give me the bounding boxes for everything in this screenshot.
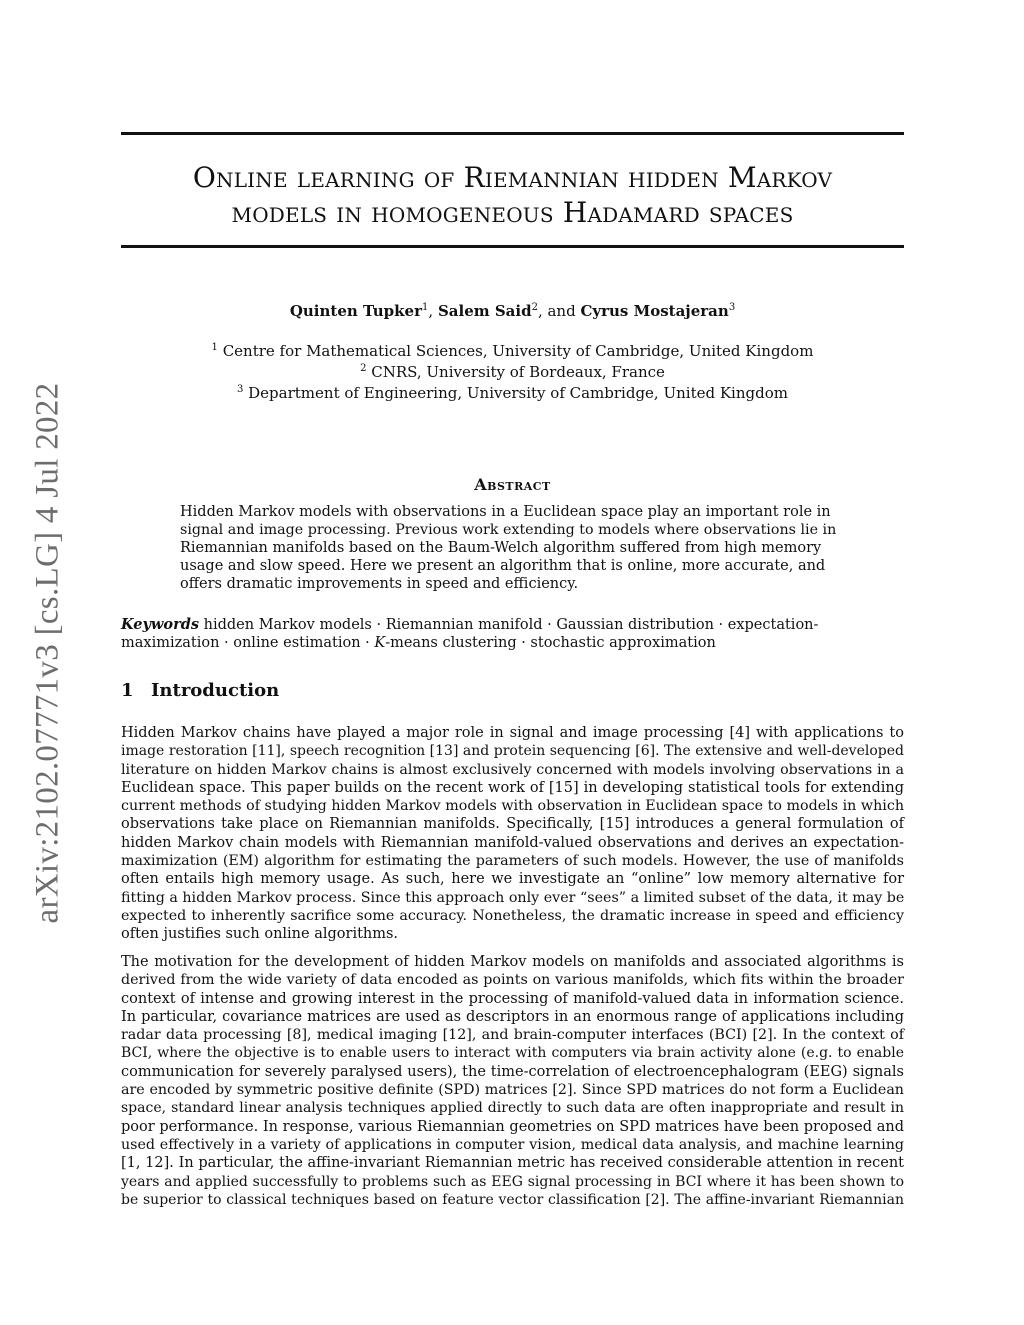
affiliation-text: Department of Engineering, University of Cambridge, United Kingdom bbox=[243, 384, 788, 402]
abstract-line: Riemannian manifolds based on the Baum-Welch algorithm suffered from high memory bbox=[180, 540, 822, 556]
affiliation bbox=[121, 383, 904, 404]
paragraph-line: often entails high memory usage. As such, here we investigate an “online” low memory alternative for bbox=[121, 871, 904, 888]
paragraph-line: years and applied successfully to problems such as EEG signal processing in BCI where it has been shown to bbox=[121, 1173, 904, 1190]
title-top-rule bbox=[121, 132, 904, 135]
abstract-line: usage and slow speed. Here we present an algorithm that is online, more accurate, and bbox=[180, 558, 826, 574]
title-line: models in homogeneous Hadamard spaces bbox=[231, 196, 794, 229]
keywords-text: -means clustering · stochastic approximation bbox=[385, 635, 716, 651]
affiliation bbox=[121, 341, 904, 362]
keywords-label: Keywords bbox=[121, 616, 200, 633]
paragraph-line: hidden Markov chain models with Riemannian manifold-valued observations and derives an expectation- bbox=[121, 834, 904, 851]
paragraph-line: Hidden Markov chains have played a major role in signal and image processing [4] with applications to bbox=[121, 725, 904, 741]
paragraph-line: BCI, where the objective is to enable users to interact with computers via brain activity alone (e.g. to enable bbox=[121, 1045, 904, 1062]
paragraph-line: In particular, covariance matrices are used as descriptors in an enormous range of applications including bbox=[121, 1008, 904, 1025]
keywords-line bbox=[121, 616, 904, 634]
paragraph-line: used effectively in a variety of applications in computer vision, medical data analysis, and machine learning bbox=[121, 1136, 904, 1153]
author-separator: , bbox=[428, 302, 438, 320]
section-number: 1 bbox=[121, 680, 134, 701]
affiliation-text: Centre for Mathematical Sciences, University of Cambridge, United Kingdom bbox=[217, 342, 814, 360]
abstract-line: signal and image processing. Previous work extending to models where observations lie in bbox=[180, 522, 837, 538]
abstract-body bbox=[180, 503, 844, 593]
paragraph-line: space, standard linear analysis techniques applied directly to such data are often inappropriate and result in bbox=[121, 1100, 904, 1117]
author-affil-mark: 3 bbox=[728, 302, 736, 313]
abstract-line: offers dramatic improvements in speed and efficiency. bbox=[180, 576, 579, 592]
abstract-heading: Abstract bbox=[474, 475, 551, 494]
keywords-block bbox=[121, 616, 904, 652]
title-line: Online learning of Riemannian hidden Markov bbox=[192, 161, 833, 194]
keywords-math-k: K bbox=[374, 635, 386, 651]
affiliation bbox=[121, 362, 904, 383]
title-bottom-rule bbox=[121, 245, 904, 248]
affiliations bbox=[121, 341, 904, 404]
affiliation-mark: 1 bbox=[211, 342, 218, 353]
author-list bbox=[121, 302, 904, 320]
abstract-line: Hidden Markov models with observations in a Euclidean space play an important role in bbox=[180, 504, 831, 520]
paragraph-line: The motivation for the development of hidden Markov models on manifolds and associated algorithms is bbox=[121, 954, 904, 970]
paragraph-line: often justifies such online algorithms. bbox=[121, 926, 399, 943]
arxiv-identifier-stamp: arXiv:2102.07771v3 [cs.LG] 4 Jul 2022 bbox=[29, 382, 66, 924]
paragraph-line: maximization (EM) algorithm for estimating the parameters of such models. However, the use of manifolds bbox=[121, 853, 904, 870]
paragraph-line: poor performance. In response, various Riemannian geometries on SPD matrices have been proposed and bbox=[121, 1118, 904, 1135]
paragraph-line: observations take place on Riemannian manifolds. Specifically, [15] introduces a general formulation of bbox=[121, 816, 904, 833]
affiliation-mark: 2 bbox=[360, 363, 367, 374]
affiliation-mark: 3 bbox=[237, 384, 244, 395]
author-name: Quinten Tupker bbox=[289, 302, 423, 320]
paragraph-line: derived from the wide variety of data encoded as points on various manifolds, which fits within the broader bbox=[121, 972, 904, 989]
paragraph-line: context of intense and growing interest in the processing of manifold-valued data in information science. bbox=[121, 990, 904, 1007]
author-affil-mark: 1 bbox=[422, 302, 429, 313]
section-title: Introduction bbox=[151, 680, 280, 701]
affiliation-text: CNRS, University of Bordeaux, France bbox=[366, 363, 665, 381]
paragraph-line: literature on hidden Markov chains is almost exclusively concerned with models involving observations in a bbox=[121, 761, 904, 778]
paragraph-line: expected to inherently sacrifice some accuracy. Nonetheless, the dramatic increase in speed and efficiency bbox=[121, 907, 904, 924]
paragraph-line: Euclidean space. This paper builds on the recent work of [15] in developing statistical tools for extending bbox=[121, 779, 904, 796]
author-separator: , and bbox=[537, 302, 581, 320]
paragraph-line: current methods of studying hidden Markov models with observation in Euclidean space to models in which bbox=[121, 798, 904, 815]
paragraph-line: radar data processing [8], medical imaging [12], and brain-computer interfaces (BCI) [2]. In the context of bbox=[121, 1027, 904, 1044]
paragraph-line: [1, 12]. In particular, the affine-invariant Riemannian metric has received considerable attention in recent bbox=[121, 1155, 904, 1172]
author-name: Salem Said bbox=[437, 302, 532, 320]
keywords-line bbox=[121, 634, 904, 652]
paragraph-line: be superior to classical techniques based on feature vector classification [2]. The affine-invariant Riemannian bbox=[121, 1191, 904, 1208]
paragraph-line: are encoded by symmetric positive definite (SPD) matrices [2]. Since SPD matrices do not form a Euclidean bbox=[121, 1082, 904, 1099]
author-name: Cyrus Mostajeran bbox=[580, 302, 729, 320]
paragraph-line: communication for severely paralysed users), the time-correlation of electroencephalogram (EEG) signals bbox=[121, 1063, 904, 1080]
keywords-text: maximization · online estimation · bbox=[121, 635, 375, 651]
author-affil-mark: 2 bbox=[531, 302, 538, 313]
paragraph-line: fitting a hidden Markov process. Since this approach only ever “sees” a limited subset of the data, it may be bbox=[121, 889, 905, 906]
paragraph bbox=[121, 724, 904, 944]
paragraph-line: image restoration [11], speech recognition [13] and protein sequencing [6]. The extensive and well-developed bbox=[121, 743, 904, 760]
section-heading bbox=[121, 680, 279, 701]
keywords-text: hidden Markov models · Riemannian manifold · Gaussian distribution · expectation- bbox=[199, 617, 819, 633]
paper-title bbox=[121, 160, 904, 230]
paragraph bbox=[121, 953, 904, 1209]
